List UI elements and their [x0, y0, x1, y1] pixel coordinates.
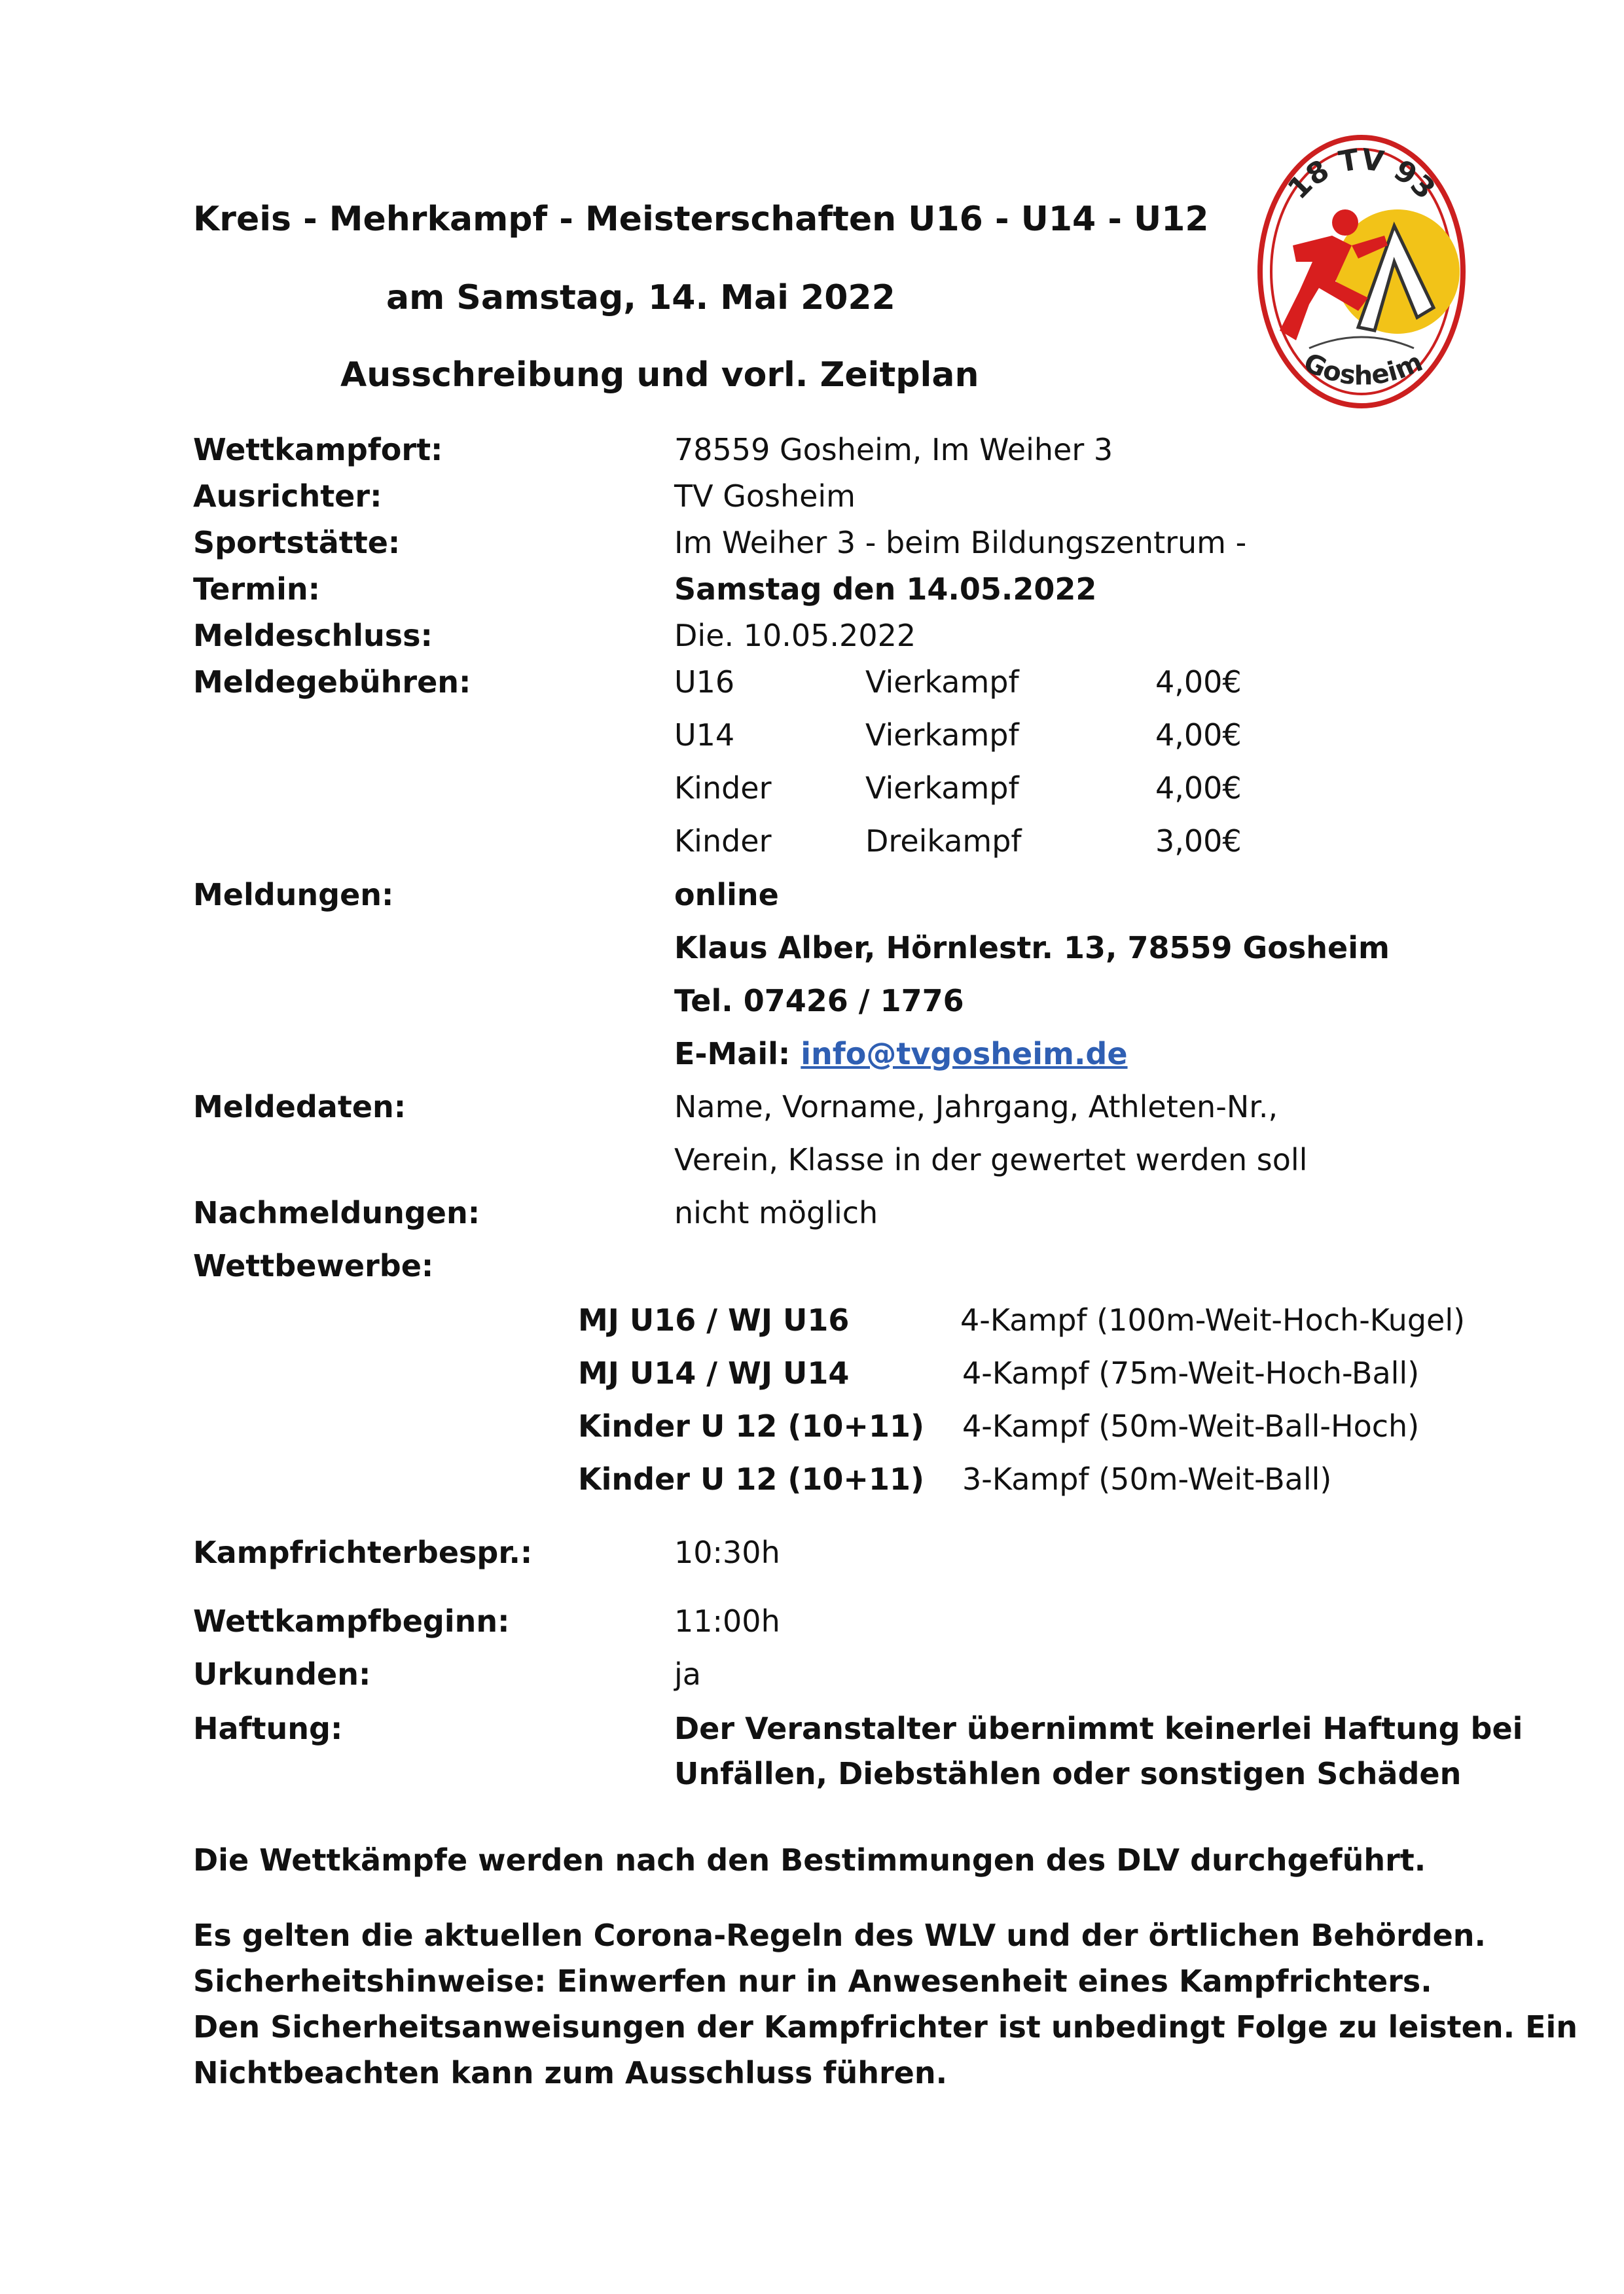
- note-dlv: Die Wettkämpfe werden nach den Bestimmungen des DLV durchgeführt.: [193, 1842, 1426, 1878]
- wettbewerbe-label: Wettbewerbe:: [193, 1248, 434, 1283]
- fee-event: Vierkampf: [865, 717, 1019, 753]
- competition-event: 3-Kampf (50m-Weit-Ball): [962, 1461, 1332, 1497]
- meldungen-online: online: [674, 877, 779, 912]
- email-link[interactable]: info@tvgosheim.de: [801, 1036, 1128, 1071]
- ausrichter-label: Ausrichter:: [193, 478, 382, 514]
- fee-event: Vierkampf: [865, 770, 1019, 806]
- wettkampfort-value: 78559 Gosheim, Im Weiher 3: [674, 432, 1113, 467]
- haftung-label: Haftung:: [193, 1711, 343, 1746]
- termin-value: Samstag den 14.05.2022: [674, 571, 1097, 607]
- email-prefix: E-Mail:: [674, 1036, 801, 1071]
- meldedaten-label: Meldedaten:: [193, 1089, 406, 1124]
- wettkampfbeginn-label: Wettkampfbeginn:: [193, 1604, 510, 1639]
- note-instructions-1: Den Sicherheitsanweisungen der Kampfrichter ist unbedingt Folge zu leisten. Ein: [193, 2009, 1578, 2045]
- title-line-1: Kreis - Mehrkampf - Meisterschaften U16 - U14 - U12: [193, 200, 1209, 239]
- ausrichter-value: TV Gosheim: [674, 478, 856, 514]
- sportstaette-label: Sportstätte:: [193, 525, 401, 560]
- meldungen-contact: Klaus Alber, Hörnlestr. 13, 78559 Gosheim: [674, 930, 1390, 965]
- fee-class: U14: [674, 717, 735, 753]
- fee-class: Kinder: [674, 770, 772, 806]
- meldungen-email-line: [674, 1036, 1128, 1071]
- urkunden-value: ja: [674, 1657, 701, 1692]
- meldedaten-line-2: Verein, Klasse in der gewertet werden soll: [674, 1142, 1308, 1177]
- logo-runner-head: [1332, 209, 1358, 236]
- fee-event: Vierkampf: [865, 664, 1019, 700]
- haftung-line-1: Der Veranstalter übernimmt keinerlei Haftung bei: [674, 1711, 1523, 1746]
- meldungen-phone: Tel. 07426 / 1776: [674, 983, 964, 1018]
- kampfrichter-value: 10:30h: [674, 1535, 780, 1570]
- sportstaette-value: Im Weiher 3 - beim Bildungszentrum -: [674, 525, 1247, 560]
- competition-group: MJ U16 / WJ U16: [578, 1302, 850, 1338]
- competition-event: 4-Kampf (50m-Weit-Ball-Hoch): [962, 1408, 1420, 1444]
- competition-event: 4-Kampf (75m-Weit-Hoch-Ball): [962, 1355, 1420, 1391]
- logo-bottom-text: Gosheim: [1299, 347, 1428, 391]
- wettkampfbeginn-value: 11:00h: [674, 1604, 780, 1639]
- meldeschluss-label: Meldeschluss:: [193, 618, 433, 653]
- meldedaten-line-1: Name, Vorname, Jahrgang, Athleten-Nr.,: [674, 1089, 1278, 1124]
- meldeschluss-value: Die. 10.05.2022: [674, 618, 916, 653]
- competition-group: Kinder U 12 (10+11): [578, 1408, 924, 1444]
- competition-group: Kinder U 12 (10+11): [578, 1461, 924, 1497]
- fee-price: 4,00€: [1155, 664, 1242, 700]
- meldungen-label: Meldungen:: [193, 877, 394, 912]
- note-instructions-2: Nichtbeachten kann zum Ausschluss führen.: [193, 2055, 948, 2090]
- wettkampfort-label: Wettkampfort:: [193, 432, 443, 467]
- competition-group: MJ U14 / WJ U14: [578, 1355, 850, 1391]
- competition-event: 4-Kampf (100m-Weit-Hoch-Kugel): [960, 1302, 1466, 1338]
- title-line-3: Ausschreibung und vorl. Zeitplan: [340, 355, 979, 395]
- termin-label: Termin:: [193, 571, 320, 607]
- title-line-2: am Samstag, 14. Mai 2022: [386, 278, 895, 317]
- fee-event: Dreikampf: [865, 823, 1022, 859]
- fee-price: 3,00€: [1155, 823, 1242, 859]
- club-logo: [1254, 131, 1470, 412]
- note-corona: Es gelten die aktuellen Corona-Regeln des WLV und der örtlichen Behörden.: [193, 1918, 1486, 1953]
- fee-price: 4,00€: [1155, 770, 1242, 806]
- fee-class: U16: [674, 664, 735, 700]
- haftung-line-2: Unfällen, Diebstählen oder sonstigen Schäden: [674, 1756, 1462, 1791]
- logo-top-text: 18 TV 93: [1281, 143, 1442, 206]
- note-safety: Sicherheitshinweise: Einwerfen nur in Anwesenheit eines Kampfrichters.: [193, 1963, 1432, 1999]
- nachmeldungen-label: Nachmeldungen:: [193, 1195, 480, 1230]
- fee-class: Kinder: [674, 823, 772, 859]
- meldegebuehren-label: Meldegebühren:: [193, 664, 471, 700]
- nachmeldungen-value: nicht möglich: [674, 1195, 878, 1230]
- urkunden-label: Urkunden:: [193, 1657, 371, 1692]
- fee-price: 4,00€: [1155, 717, 1242, 753]
- kampfrichter-label: Kampfrichterbespr.:: [193, 1535, 533, 1570]
